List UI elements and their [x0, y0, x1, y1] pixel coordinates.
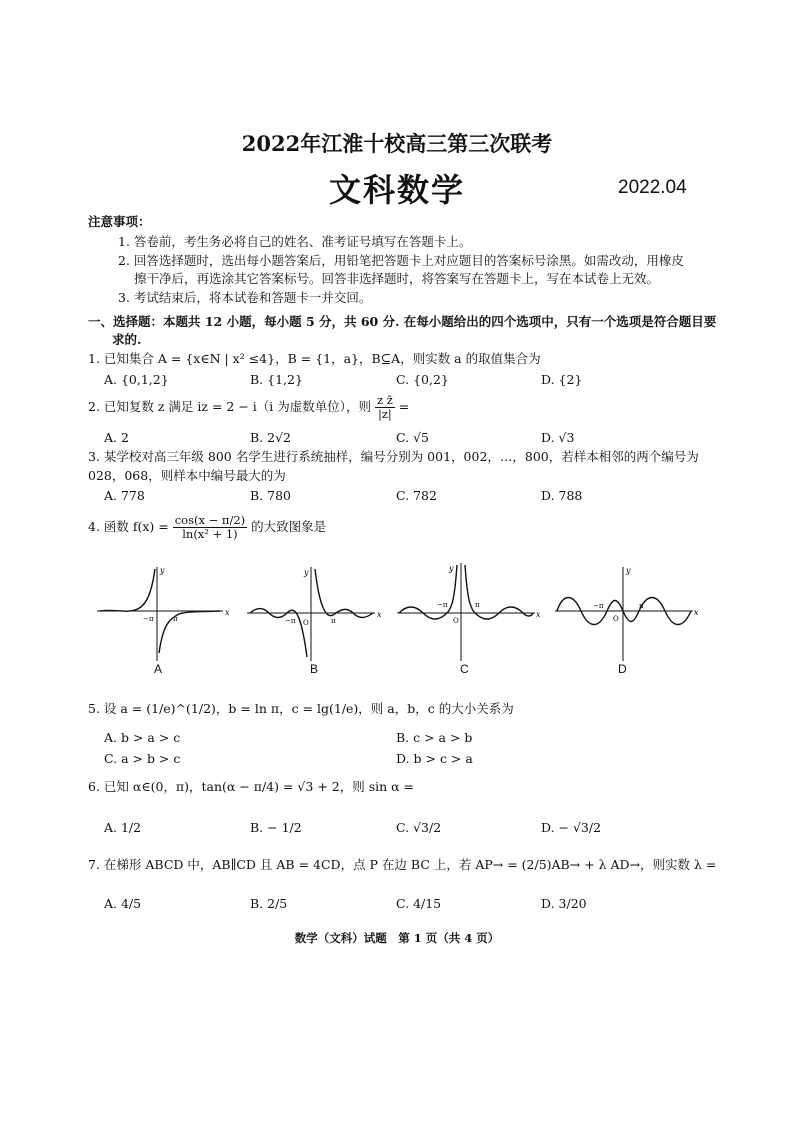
notes-heading: 注意事项：	[88, 214, 151, 229]
q4-stem-text: 4. 函数 f(x) =	[88, 519, 169, 534]
svg-text:−π: −π	[437, 601, 448, 609]
q2-option-a: A. 2	[104, 430, 129, 445]
q1-option-b: B. {1,2}	[250, 372, 303, 387]
svg-text:y: y	[449, 564, 454, 573]
svg-text:x: x	[536, 610, 541, 619]
q4-stem-end: 的大致图象是	[251, 519, 327, 534]
graph-b	[245, 563, 395, 663]
graph-d	[553, 563, 703, 663]
q1-option-d: D. {2}	[541, 372, 583, 387]
question-4-stem	[88, 514, 326, 541]
q2-frac-num: z z̄	[377, 393, 393, 407]
question-7-stem: 7. 在梯形 ABCD 中，AB∥CD 且 AB = 4CD，点 P 在边 BC 上，若 AP→ = (2/5)AB→ + λ AD→，则实数 λ =	[88, 857, 717, 872]
q5-option-d: D. b > c > a	[396, 751, 473, 766]
q5-option-c: C. a > b > c	[104, 751, 181, 766]
subject-title: 文科数学	[328, 171, 465, 209]
graph-a	[95, 563, 245, 663]
q7-option-d: D. 3/20	[541, 896, 587, 911]
q5-option-a: A. b > a > c	[104, 730, 181, 745]
graph-b-label: B	[310, 662, 319, 676]
q3-option-a: A. 778	[104, 488, 145, 503]
svg-text:O: O	[303, 619, 309, 627]
q7-option-b: B. 2/5	[250, 896, 288, 911]
q4-fraction	[173, 514, 247, 541]
svg-text:−π: −π	[143, 615, 154, 623]
section-heading: 一、选择题：本题共 12 小题，每小题 5 分，共 60 分. 在每小题给出的四个选项中，只有一个选项是符合题目要	[88, 314, 717, 329]
svg-text:π: π	[475, 601, 480, 609]
svg-text:π: π	[331, 617, 336, 625]
svg-text:x: x	[694, 608, 699, 617]
note-item: 1. 答卷前，考生务必将自己的姓名、准考证号填写在答题卡上。	[118, 234, 472, 249]
q2-option-c: C. √5	[396, 430, 429, 445]
question-3-stem: 3. 某学校对高三年级 800 名学生进行系统抽样，编号分别为 001，002，…，800，若样本相邻的两个编号为	[88, 449, 699, 464]
q2-option-d: D. √3	[541, 430, 575, 445]
svg-text:y: y	[304, 568, 309, 577]
q2-stem-end: =	[398, 399, 410, 414]
question-2-stem	[88, 394, 409, 421]
exam-title: 2022年江淮十校高三第三次联考	[241, 131, 553, 156]
svg-text:O: O	[453, 617, 459, 625]
question-6-stem: 6. 已知 α∈(0，π)，tan(α − π/4) = √3 + 2，则 sin α =	[88, 779, 415, 794]
q5-option-b: B. c > a > b	[396, 730, 473, 745]
page-footer: 数学（文科）试题 第 1 页（共 4 页）	[294, 931, 500, 945]
q4-frac-num: cos(x − π/2)	[174, 513, 246, 527]
svg-text:−π: −π	[285, 617, 296, 625]
q6-option-d: D. − √3/2	[541, 820, 602, 835]
svg-text:x: x	[225, 608, 230, 617]
graph-d-label: D	[618, 662, 627, 676]
q2-option-b: B. 2√2	[250, 430, 292, 445]
note-item: 3. 考试结束后，将本试卷和答题卡一并交回。	[118, 290, 372, 305]
svg-text:π: π	[173, 615, 178, 623]
q2-stem-text: 2. 已知复数 z 满足 iz = 2 − i（i 为虚数单位），则	[88, 399, 372, 414]
graph-c	[395, 563, 545, 663]
graph-a-label: A	[154, 662, 163, 676]
q1-option-c: C. {0,2}	[396, 372, 449, 387]
graph-c-label: C	[460, 662, 469, 676]
note-item: 擦干净后，再选涂其它答案标号。回答非选择题时，将答案写在答题卡上，写在本试卷上无效。	[134, 271, 660, 286]
svg-text:y: y	[626, 566, 631, 575]
q6-option-a: A. 1/2	[104, 820, 142, 835]
q6-option-c: C. √3/2	[396, 820, 442, 835]
question-1-stem: 1. 已知集合 A = {x∈N | x² ≤4}，B = {1，a}，B⊆A，则实数 a 的取值集合为	[88, 351, 541, 366]
q4-frac-den: ln(x² + 1)	[182, 527, 238, 541]
svg-text:y: y	[160, 566, 165, 575]
q2-fraction	[375, 394, 395, 421]
q7-option-a: A. 4/5	[104, 896, 142, 911]
svg-text:O: O	[613, 615, 619, 623]
q7-option-c: C. 4/15	[396, 896, 442, 911]
q2-frac-den: |z|	[377, 407, 392, 421]
section-heading-cont: 求的.	[112, 332, 142, 347]
q1-option-a: A. {0,1,2}	[104, 372, 169, 387]
svg-text:π: π	[639, 602, 644, 610]
svg-text:x: x	[377, 610, 382, 619]
q3-option-b: B. 780	[250, 488, 291, 503]
note-item: 2. 回答选择题时，选出每小题答案后，用铅笔把答题卡上对应题目的答案标号涂黑。如需改动，用橡皮	[118, 253, 684, 268]
q6-option-b: B. − 1/2	[250, 820, 302, 835]
svg-text:−π: −π	[593, 602, 604, 610]
question-5-stem: 5. 设 a = (1/e)^(1/2)，b = ln π，c = lg(1/e)，则 a，b，c 的大小关系为	[88, 701, 514, 716]
q3-option-c: C. 782	[396, 488, 437, 503]
q3-option-d: D. 788	[541, 488, 583, 503]
exam-date: 2022.04	[618, 177, 687, 198]
question-3-stem-cont: 028，068，则样本中编号最大的为	[88, 468, 286, 483]
